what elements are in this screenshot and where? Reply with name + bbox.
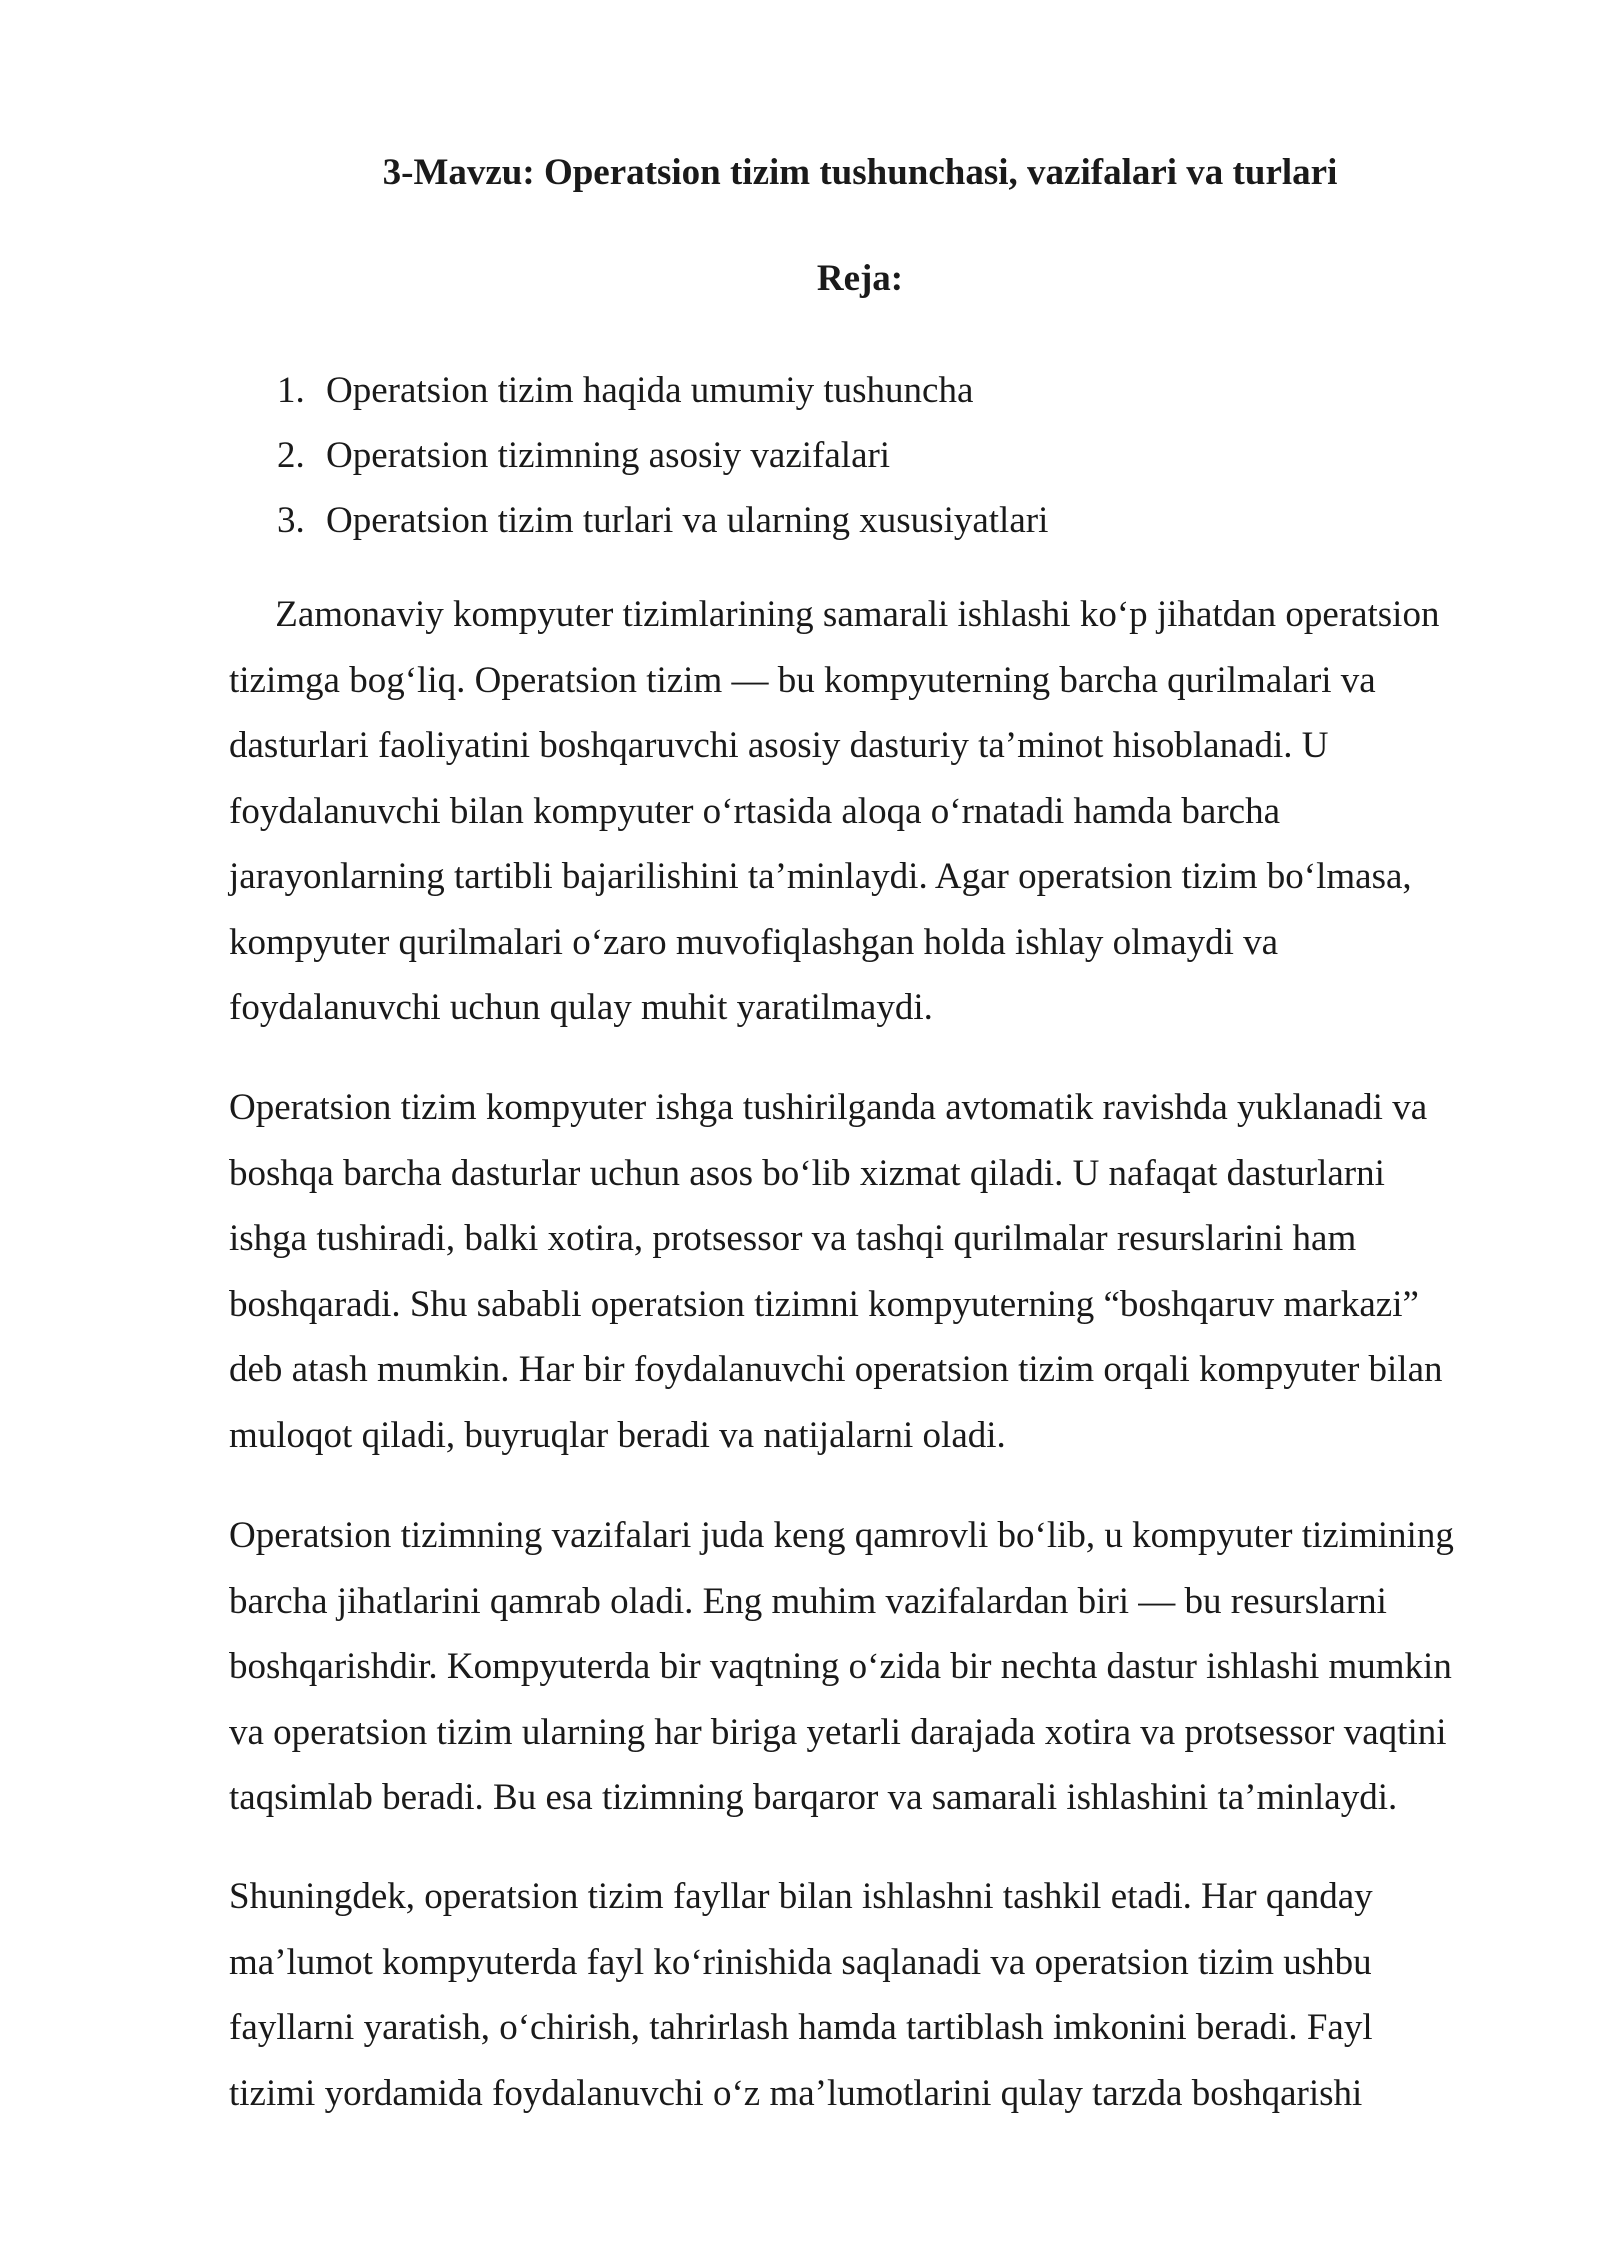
paragraph-line: taqsimlab beradi. Bu esa tizimning barqaror va samarali ishlashini ta’minlaydi. — [229, 1777, 1398, 1818]
plan-item — [268, 358, 1048, 423]
paragraph-line: boshqaradi. Shu sababli operatsion tizimni kompyuterning “boshqaruv markazi” — [229, 1283, 1419, 1325]
paragraph-line: tizimga bog‘liq. Operatsion tizim — bu kompyuterning barcha qurilmalari va — [229, 659, 1376, 701]
plan-item-text: Operatsion tizim haqida umumiy tushuncha — [326, 370, 974, 411]
document-title: 3-Mavzu: Operatsion tizim tushunchasi, vazifalari va turlari — [382, 152, 1338, 193]
plan-item-number: 1. — [277, 370, 305, 411]
paragraph-line: barcha jihatlarini qamrab oladi. Eng muhim vazifalardan biri — bu resurslarni — [229, 1580, 1387, 1622]
paragraph-line: tizimi yordamida foydalanuvchi o‘z ma’lumotlarini qulay tarzda boshqarishi — [229, 2072, 1363, 2114]
paragraph-2 — [229, 1075, 1489, 1468]
paragraph-line: va operatsion tizim ularning har biriga yetarli darajada xotira va protsessor vaqtini — [229, 1711, 1447, 1753]
paragraph-4 — [229, 1864, 1489, 2126]
plan-list — [268, 358, 1048, 553]
plan-item — [268, 423, 1048, 488]
paragraph-line: foydalanuvchi bilan kompyuter o‘rtasida aloqa o‘rnatadi hamda barcha — [229, 790, 1281, 832]
paragraph-line: ishga tushiradi, balki xotira, protsessor va tashqi qurilmalar resurslarini ham — [229, 1218, 1357, 1259]
paragraph-line: Operatsion tizimning vazifalari juda keng qamrovli bo‘lib, u kompyuter tizimining — [229, 1515, 1454, 1556]
paragraph-line: Zamonaviy kompyuter tizimlarining samarali ishlashi ko‘p jihatdan operatsion — [229, 594, 1440, 635]
plan-heading: Reja: — [816, 258, 904, 299]
paragraph-line: fayllarni yaratish, o‘chirish, tahrirlash hamda tartiblash imkonini beradi. Fayl — [229, 2007, 1373, 2048]
paragraph-3 — [229, 1503, 1489, 1831]
plan-item-number: 2. — [277, 435, 305, 476]
plan-item — [268, 488, 1048, 553]
plan-item-text: Operatsion tizim turlari va ularning xususiyatlari — [326, 500, 1049, 541]
paragraph-line: deb atash mumkin. Har bir foydalanuvchi operatsion tizim orqali kompyuter bilan — [229, 1349, 1443, 1390]
paragraph-line: kompyuter qurilmalari o‘zaro muvofiqlashgan holda ishlay olmaydi va — [229, 921, 1279, 963]
paragraph-line: boshqa barcha dasturlar uchun asos bo‘lib xizmat qiladi. U nafaqat dasturlarni — [229, 1152, 1385, 1194]
paragraph-line: dasturlari faoliyatini boshqaruvchi asosiy dasturiy ta’minot hisoblanadi. U — [229, 725, 1329, 766]
plan-item-text: Operatsion tizimning asosiy vazifalari — [326, 435, 891, 476]
paragraph-line: muloqot qiladi, buyruqlar beradi va natijalarni oladi. — [229, 1414, 1006, 1456]
paragraph-line: boshqarishdir. Kompyuterda bir vaqtning o‘zida bir nechta dastur ishlashi mumkin — [229, 1646, 1452, 1687]
paragraph-1 — [229, 582, 1489, 1041]
paragraph-line: Operatsion tizim kompyuter ishga tushirilganda avtomatik ravishda yuklanadi va — [229, 1087, 1428, 1128]
paragraph-line: jarayonlarning tartibli bajarilishini ta’minlaydi. Agar operatsion tizim bo‘lmasa, — [229, 856, 1412, 897]
paragraph-line: ma’lumot kompyuterda fayl ko‘rinishida saqlanadi va operatsion tizim ushbu — [229, 1941, 1372, 1983]
paragraph-line: foydalanuvchi uchun qulay muhit yaratilmaydi. — [229, 987, 933, 1028]
paragraph-line: Shuningdek, operatsion tizim fayllar bilan ishlashni tashkil etadi. Har qanday — [229, 1876, 1373, 1917]
plan-item-number: 3. — [277, 500, 305, 541]
